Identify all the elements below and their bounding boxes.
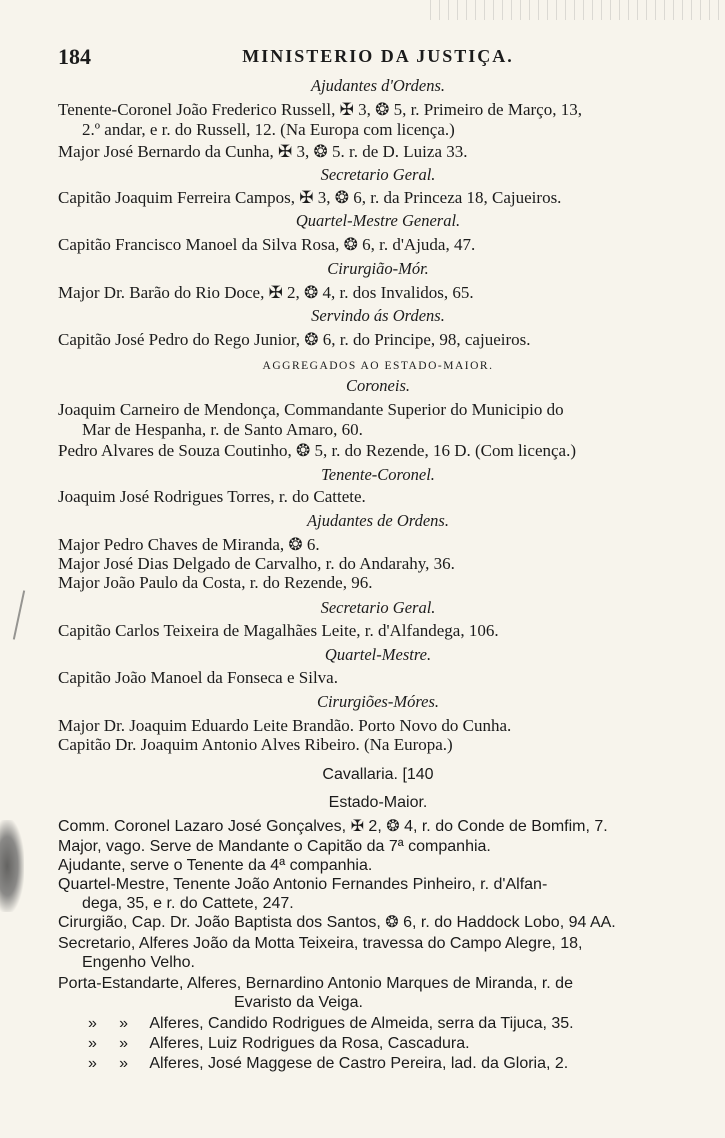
section-heading: Ajudantes d'Ordens. bbox=[311, 76, 445, 95]
section-heading: Ajudantes de Ordens. bbox=[307, 511, 449, 530]
section-heading: Tenente-Coronel. bbox=[321, 465, 435, 484]
text-line: Capitão João Manoel da Fonseca e Silva. bbox=[58, 668, 338, 687]
section-heading: Cirurgião-Mór. bbox=[327, 259, 429, 278]
text-line: Tenente-Coronel João Frederico Russell, ✠ 3, ❂ 5, r. Primeiro de Março, 13, bbox=[58, 100, 582, 119]
text-line: Capitão Carlos Teixeira de Magalhães Leite, r. d'Alfandega, 106. bbox=[58, 621, 499, 640]
text-line: Evaristo da Veiga. bbox=[234, 994, 363, 1011]
text-line: Ajudante, serve o Tenente da 4ª companhia. bbox=[58, 857, 373, 874]
bleed-through-marks bbox=[430, 0, 720, 20]
text-line: Major José Dias Delgado de Carvalho, r. do Andarahy, 36. bbox=[58, 554, 455, 573]
text-line: Capitão Francisco Manoel da Silva Rosa, ❂ 6, r. d'Ajuda, 47. bbox=[58, 235, 476, 254]
text-line: Major, vago. Serve de Mandante o Capitão da 7ª companhia. bbox=[58, 838, 491, 855]
text-line: 2.º andar, e r. do Russell, 12. (Na Europa com licença.) bbox=[82, 120, 455, 139]
section-heading: Quartel-Mestre. bbox=[324, 645, 432, 664]
text-line: Capitão Joaquim Ferreira Campos, ✠ 3, ❂ 6, r. da Princeza 18, Cajueiros. bbox=[58, 188, 562, 207]
text-line: Major Dr. Barão do Rio Doce, ✠ 2, ❂ 4, r. dos Invalidos, 65. bbox=[58, 283, 474, 302]
text-line: Pedro Alvares de Souza Coutinho, ❂ 5, r. do Rezende, 16 D. (Com licença.) bbox=[58, 441, 576, 460]
page-number: 184 bbox=[58, 44, 91, 69]
section-heading: Coroneis. bbox=[345, 376, 411, 395]
text-line: » » Alferes, José Maggese de Castro Pereira, lad. da Gloria, 2. bbox=[88, 1055, 569, 1072]
section-heading: Secretario Geral. bbox=[320, 165, 436, 184]
text-line: Mar de Hespanha, r. de Santo Amaro, 60. bbox=[82, 420, 363, 439]
text-line: Major João Paulo da Costa, r. do Rezende, 96. bbox=[58, 573, 373, 592]
text-line: Major Pedro Chaves de Miranda, ❂ 6. bbox=[58, 535, 320, 554]
text-line: Porta-Estandarte, Alferes, Bernardino Antonio Marques de Miranda, r. de bbox=[58, 975, 573, 992]
text-line: Comm. Coronel Lazaro José Gonçalves, ✠ 2, ❂ 4, r. do Conde de Bomfim, 7. bbox=[58, 818, 608, 835]
text-line: Joaquim José Rodrigues Torres, r. do Cattete. bbox=[58, 487, 366, 506]
section-heading: Servindo ás Ordens. bbox=[311, 306, 445, 325]
section-heading: Cirurgiões-Móres. bbox=[316, 692, 440, 711]
text-line: » » Alferes, Luiz Rodrigues da Rosa, Cascadura. bbox=[88, 1035, 470, 1052]
text-line: Major Dr. Joaquim Eduardo Leite Brandão. Porto Novo do Cunha. bbox=[58, 716, 512, 735]
text-line: » » Alferes, Candido Rodrigues de Almeida, serra da Tijuca, 35. bbox=[88, 1015, 574, 1032]
running-title: MINISTERIO DA JUSTIÇA. bbox=[242, 46, 514, 66]
section-heading: Secretario Geral. bbox=[320, 598, 436, 617]
section-heading: AGGREGADOS AO ESTADO-MAIOR. bbox=[262, 360, 494, 372]
section-heading: Quartel-Mestre General. bbox=[295, 211, 461, 230]
text-line: Joaquim Carneiro de Mendonça, Commandante Superior do Municipio do bbox=[58, 400, 564, 419]
text-line: Capitão José Pedro do Rego Junior, ❂ 6, r. do Principe, 98, cajueiros. bbox=[58, 330, 531, 349]
section-heading: Cavallaria. [140 bbox=[322, 766, 434, 783]
text-line: Quartel-Mestre, Tenente João Antonio Fernandes Pinheiro, r. d'Alfan- bbox=[58, 876, 548, 893]
margin-pencil-mark bbox=[13, 590, 25, 639]
ink-stamp-mark bbox=[0, 820, 24, 912]
text-line: dega, 35, e r. do Cattete, 247. bbox=[82, 895, 294, 912]
text-line: Major José Bernardo da Cunha, ✠ 3, ❂ 5. r. de D. Luiza 33. bbox=[58, 142, 468, 161]
text-line: Capitão Dr. Joaquim Antonio Alves Ribeiro. (Na Europa.) bbox=[58, 735, 453, 754]
page-header bbox=[58, 44, 698, 72]
section-heading: Estado-Maior. bbox=[328, 794, 428, 811]
text-line: Secretario, Alferes João da Motta Teixeira, travessa do Campo Alegre, 18, bbox=[58, 935, 583, 952]
text-line: Engenho Velho. bbox=[82, 954, 195, 971]
text-line: Cirurgião, Cap. Dr. João Baptista dos Santos, ❂ 6, r. do Haddock Lobo, 94 AA. bbox=[58, 914, 616, 931]
